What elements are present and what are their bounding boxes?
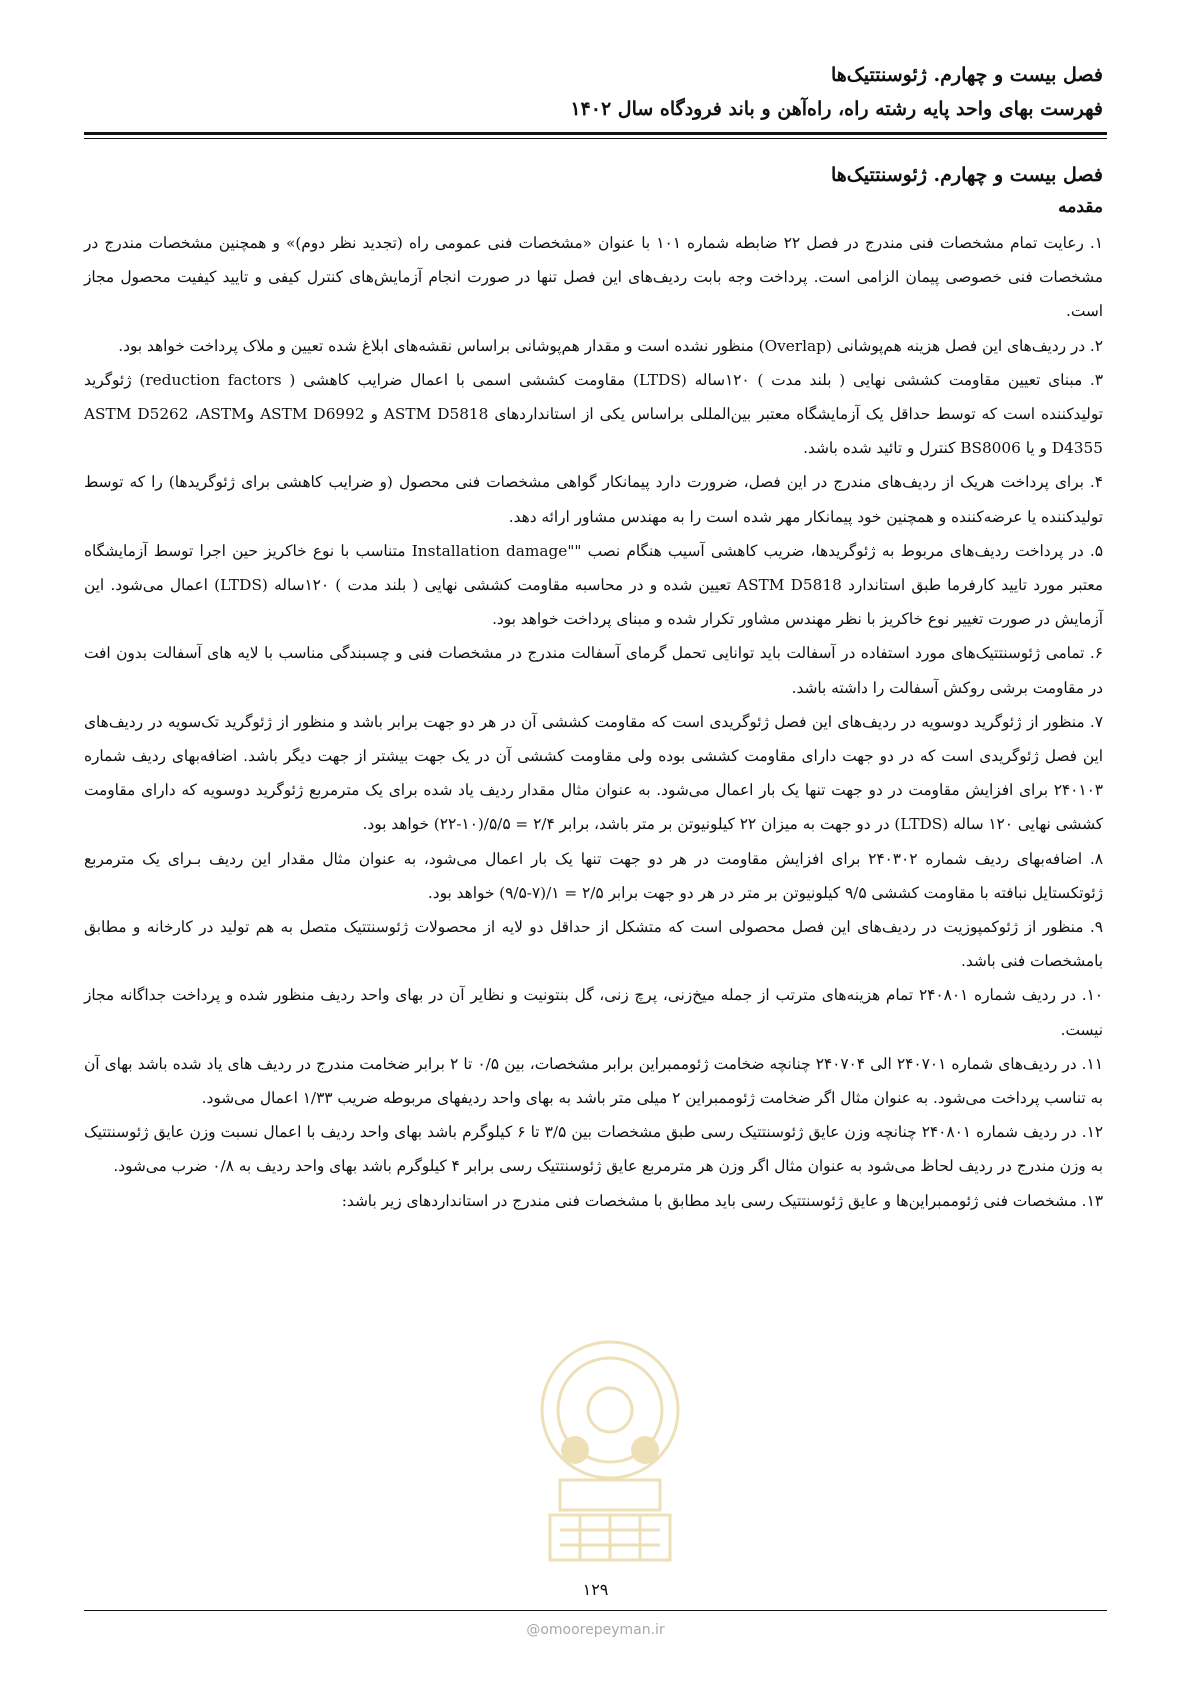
paragraph-1: ۱. رعایت تمام مشخصات فنی مندرج در فصل ۲۲ ضابطه شماره ۱۰۱ با عنوان «مشخصات فنی عمومی راه (تجدید نظر دوم)» و همچنین مشخصات مندرج در مشخصات فنی خصوصی پیمان الزامی است. پرداخت وجه بابت ردیف‌های این فصل تنها در صورت انجام آزمایش‌های کنترل کیفی و تایید کیفیت محصول مجاز است. [84,234,1103,321]
page-content [84,158,1103,1218]
intro-heading: مقدمه [1058,197,1103,217]
paragraph-7: ۷. منظور از ژئوگرید دوسویه در ردیف‌های این فصل ژئوگریدی است که مقاومت کششی آن در هر دو جهت برابر باشد و منظور از ژئوگرید تک‌سویه در ردیف‌های این فصل ژئوگریدی است که در دو جهت دارای مقاومت کششی بوده ولی مقاومت کششی آن در یک جهت بیشتر از جهت دیگر باشد. اضافه‌بهای ردیف شماره ۲۴۰۱۰۳ برای افزایش مقاومت در دو جهت تنها یک بار اعمال می‌شود. به عنوان مثال مقدار ردیف یاد شده برای یک مترمربع ژئوگرید دوسویه که دارای مقاومت کششی نهایی ۱۲۰ ساله (LTDS) در دو جهت به میزان ۲۲ کیلونیوتن بر متر باشد، برابر ۲/۴ = ۵/۵/(۱۰-۲۲) خواهد بود. [84,712,1103,834]
paragraph-3: ۳. مبنای تعیین مقاومت کششی نهایی ( بلند مدت ) ۱۲۰ساله (LTDS) مقاومت کششی اسمی با اعمال ضرایب کاهشی ( reduction factors) ژئوگرید تولیدکننده است که توسط حداقل یک آزمایشگاه معتبر بین‌المللی براساس یکی از استانداردهای ASTM D5818 و ASTM D6992 وASTM D5262 ،ASTM D4355 و یا BS8006 کنترل و تائید شده باشد. [84,370,1104,458]
paragraph-4: ۴. برای پرداخت هریک از ردیف‌های مندرج در این فصل، ضرورت دارد پیمانکار گواهی مشخصات فنی محصول (و ضرایب کاهشی برای ژئوگریدها) را که توسط تولیدکننده یا عرضه‌کننده و همچنین خود پیمانکار مهر شده است را به مهندس مشاور ارائه دهد. [84,473,1103,526]
paragraph-8: ۸. اضافه‌بهای ردیف شماره ۲۴۰۳۰۲ برای افزایش مقاومت در هر دو جهت تنها یک بار اعمال می‌شود، به عنوان مثال مقدار این ردیف بـرای یک مترمربع ژئوتکستایل نبافته با مقاومت کششی ۹/۵ کیلونیوتن بر متر در هر دو جهت برابر ۲/۵ = ۱/(۷-۹/۵) خواهد بود. [84,849,1103,902]
header-rule-thin [84,138,1107,139]
watermark-text: @omoorepeyman.ir [526,1622,665,1638]
paragraph-5: ۵. در پرداخت ردیف‌های مربوط به ژئوگریدها، ضریب کاهشی آسیب هنگام نصب ""Installation damage متناسب با نوع خاکریز حین اجرا توسط آزمایشگاه معتبر مورد تایید کارفرما طبق استاندارد ASTM D5818 تعیین شده و در محاسبه مقاومت کششی نهایی ( بلند مدت ) ۱۲۰ساله (LTDS) اعمال می‌شود. این آزمایش در صورت تغییر نوع خاکریز با نظر مهندس مشاور تکرار شده و مبنای پرداخت خواهد بود. [84,541,1103,629]
paragraph-2: ۲. در ردیف‌های این فصل هزینه هم‌پوشانی (Overlap) منظور نشده است و مقدار هم‌پوشانی براساس نقشه‌های ابلاغ شده تعیین و ملاک پرداخت خواهد بود. [118,336,1103,355]
header-rule-thick [84,132,1107,135]
header-chapter-line: فصل بیست و چهارم. ژئوسنتتیک‌ها [830,64,1103,86]
paragraph-13: ۱۳. مشخصات فنی ژئوممبراین‌ها و عایق ژئوسنتتیک رسی باید مطابق با مشخصات فنی مندرج در استانداردهای زیر باشد: [341,1191,1103,1210]
paragraph-10: ۱۰. در ردیف شماره ۲۴۰۸۰۱ تمام هزینه‌های مترتب از جمله میخ‌زنی، پرچ زنی، گل بنتونیت و نظایر آن در بهای واحد ردیف منظور شده و پرداخت جداگانه مجاز نیست. [84,986,1104,1039]
paragraph-9: ۹. منظور از ژئوکمپوزیت در ردیف‌های این فصل محصولی است که متشکل از حداقل دو لایه از محصولات ژئوسنتتیک متصل به هم تولید در کارخانه و مطابق بامشخصات فنی باشد. [84,918,1103,971]
footer-rule [84,1610,1107,1611]
page-header [83,58,1103,126]
paragraph-12: ۱۲. در ردیف شماره ۲۴۰۸۰۱ چنانچه وزن عایق ژئوسنتتیک رسی طبق مشخصات بین ۳/۵ تا ۶ کیلوگرم باشد بهای واحد ردیف با اعمال نسبت وزن عایق ژئوسنتتیک به وزن مندرج در ردیف لحاظ می‌شود به عنوان مثال اگر وزن هر مترمربع عایق ژئوسنتتیک رسی برابر ۴ کیلوگرم باشد بهای واحد ردیف به ۰/۸ ضرب می‌شود. [84,1123,1103,1176]
chapter-title: فصل بیست و چهارم. ژئوسنتتیک‌ها [830,164,1103,186]
watermark-seal-icon [520,1330,700,1590]
header-title-line: فهرست بهای واحد پایه رشته راه، راه‌آهن و باند فرودگاه سال ۱۴۰۲ [570,98,1103,120]
page-number: ۱۲۹ [582,1580,609,1599]
paragraph-6: ۶. تمامی ژئوسنتتیک‌های مورد استفاده در آسفالت باید توانایی تحمل گرمای آسفالت مندرج در مشخصات فنی و چسبندگی مناسب با لایه های آسفالت بدون افت در مقاومت برشی روکش آسفالت را داشته باشد. [84,644,1103,697]
paragraph-11: ۱۱. در ردیف‌های شماره ۲۴۰۷۰۱ الی ۲۴۰۷۰۴ چنانچه ضخامت ژئوممبراین برابر مشخصات، بین ۰/۵ تا ۲ برابر ضخامت مندرج در ردیف های یاد شده باشد بهای آن به تناسب پرداخت می‌شود. به عنوان مثال اگر ضخامت ژئوممبراین ۲ میلی متر باشد به بهای واحد ردیفهای مربوطه ضریب ۱/۳۳ اعمال می‌شود. [84,1054,1103,1108]
